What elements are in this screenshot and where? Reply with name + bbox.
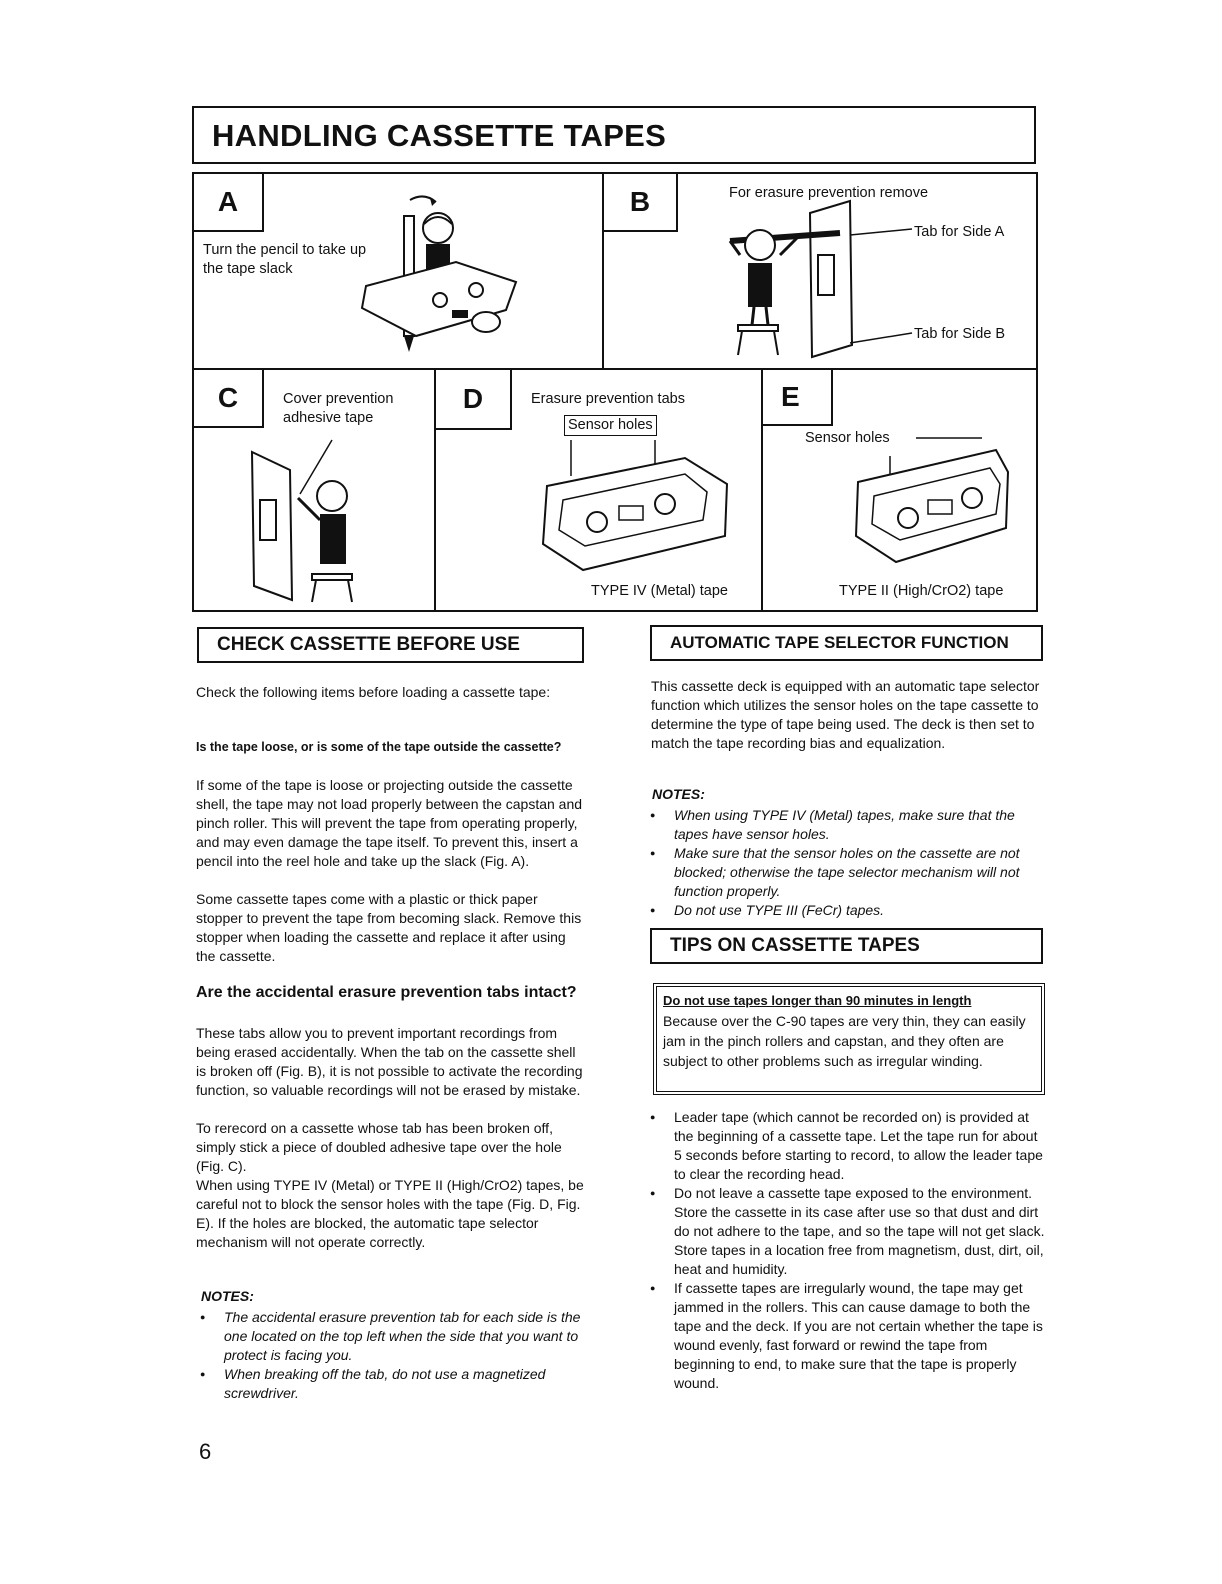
- figure-a-illustration: [360, 190, 530, 360]
- figure-a-caption: Turn the pencil to take up the tape slack: [203, 242, 367, 277]
- figure-b-label-side-a: Tab for Side A: [914, 224, 1005, 240]
- figure-c-letter: C: [194, 370, 264, 428]
- tips-list: [646, 1108, 1046, 1393]
- check-question-2: Are the accidental erasure prevention tabs intact?: [196, 984, 577, 1001]
- auto-notes-list: [646, 806, 1046, 920]
- check-paragraph-1: If some of the tape is loose or projecting outside the cassette shell, the tape may not load properly between the capstan and pinch roller. This will prevent the tape from operating properly, and may even damage the tape itself. To prevent this, insert a pencil into the reel hole and take up the slack (Fig. A).: [196, 777, 583, 869]
- check-paragraph-4: To rerecord on a cassette whose tab has been broken off, simply stick a piece of doubled adhesive tape over the hole (Fig. C).: [196, 1120, 562, 1174]
- page-number: 6: [199, 1439, 212, 1464]
- figure-d-caption: Erasure prevention tabs: [531, 391, 685, 407]
- figure-d-cassette-icon: [535, 440, 735, 580]
- check-note-item: ● When breaking off the tab, do not use a magnetized screwdriver.: [196, 1365, 592, 1403]
- check-notes-list: [196, 1308, 592, 1403]
- figure-b-label-side-b: Tab for Side B: [914, 326, 1006, 342]
- auto-note-item: ● When using TYPE IV (Metal) tapes, make sure that the tapes have sensor holes.: [646, 806, 1046, 844]
- check-note-item: ● The accidental erasure prevention tab for each side is the one located on the top left when the side that you want to protect is facing you.: [196, 1308, 592, 1365]
- figure-c-caption: Cover prevention adhesive tape: [283, 391, 394, 426]
- tips-item: ● Leader tape (which cannot be recorded on) is provided at the beginning of a cassette tape. Let the tape run for about 5 seconds before starting to record, to allow the leader tape to clear the recording head.: [646, 1108, 1046, 1184]
- auto-notes-heading: NOTES:: [652, 786, 705, 802]
- check-paragraph-3: These tabs allow you to prevent important recordings from being erased accidentally. When the tab on the cassette shell is broken off (Fig. B), it is not possible to activate the recording function, so valuable recordings will not be erased by mistake.: [196, 1025, 583, 1098]
- figure-e-cassette-icon: [850, 436, 1030, 576]
- check-notes-heading: NOTES:: [201, 1288, 254, 1304]
- tips-warning-body: Because over the C-90 tapes are very thin, they can easily jam in the pinch rollers and capstan, and they often are subject to other problems such as irregular winding.: [663, 1013, 1026, 1069]
- auto-note-item: ● Do not use TYPE III (FeCr) tapes.: [646, 901, 1046, 920]
- grid-divider-h: [192, 368, 1038, 370]
- figure-c-illustration: [240, 440, 390, 605]
- auto-heading: AUTOMATIC TAPE SELECTOR FUNCTION: [650, 625, 1043, 661]
- check-heading: CHECK CASSETTE BEFORE USE: [197, 627, 584, 663]
- figure-b-caption: For erasure prevention remove: [729, 185, 929, 201]
- auto-body: This cassette deck is equipped with an automatic tape selector function which utilizes the sensor holes on the tape cassette to determine the type of tape being used. The deck is then set to match the tape recording bias and equalization.: [651, 678, 1040, 751]
- figure-b-illustration: [700, 195, 915, 365]
- check-intro: Check the following items before loading a cassette tape:: [196, 684, 551, 700]
- tips-item: ● If cassette tapes are irregularly wound, the tape may get jammed in the rollers. This can cause damage to both the tape and the deck. If you are not certain whether the tape is wound evenly, fast forward or rewind the tape from beginning to end, to make sure that the tape is properly wound.: [646, 1279, 1046, 1393]
- figure-e-letter: E: [763, 370, 833, 426]
- check-paragraph-5: When using TYPE IV (Metal) or TYPE II (High/CrO2) tapes, be careful not to block the sensor holes with the tape (Fig. D, Fig. E). If the holes are blocked, the automatic tape selector mechanism will not operate correctly.: [196, 1177, 584, 1250]
- figure-e-sensor-label: Sensor holes: [805, 430, 890, 446]
- check-question-1: Is the tape loose, or is some of the tape outside the cassette?: [196, 740, 562, 754]
- tips-warning-title: Do not use tapes longer than 90 minutes in length: [663, 993, 972, 1008]
- page-title: HANDLING CASSETTE TAPES: [212, 118, 667, 153]
- figure-a-letter: A: [194, 174, 264, 232]
- figure-b-letter: B: [604, 174, 678, 232]
- figure-d-type-label: TYPE IV (Metal) tape: [591, 583, 728, 599]
- tips-item: ● Do not leave a cassette tape exposed to the environment. Store the cassette in its case after use so that dust and dirt do not adhere to the tape, and so the tape will not get slack. Store tapes in a location free from magnetism, dust, dirt, oil, heat and humidity.: [646, 1184, 1046, 1279]
- figure-d-sensor-label: Sensor holes: [564, 415, 657, 436]
- auto-note-item: ● Make sure that the sensor holes on the cassette are not blocked; otherwise the tape selector mechanism will not function properly.: [646, 844, 1046, 901]
- figure-e-type-label: TYPE II (High/CrO2) tape: [839, 583, 1004, 599]
- tips-heading: TIPS ON CASSETTE TAPES: [650, 928, 1043, 964]
- check-paragraph-2: Some cassette tapes come with a plastic or thick paper stopper to prevent the tape from becoming slack. Remove this stopper when loading the cassette and replace it after using the cassette.: [196, 891, 582, 964]
- tips-warning-box: [653, 983, 1045, 1095]
- figure-d-letter: D: [436, 370, 512, 430]
